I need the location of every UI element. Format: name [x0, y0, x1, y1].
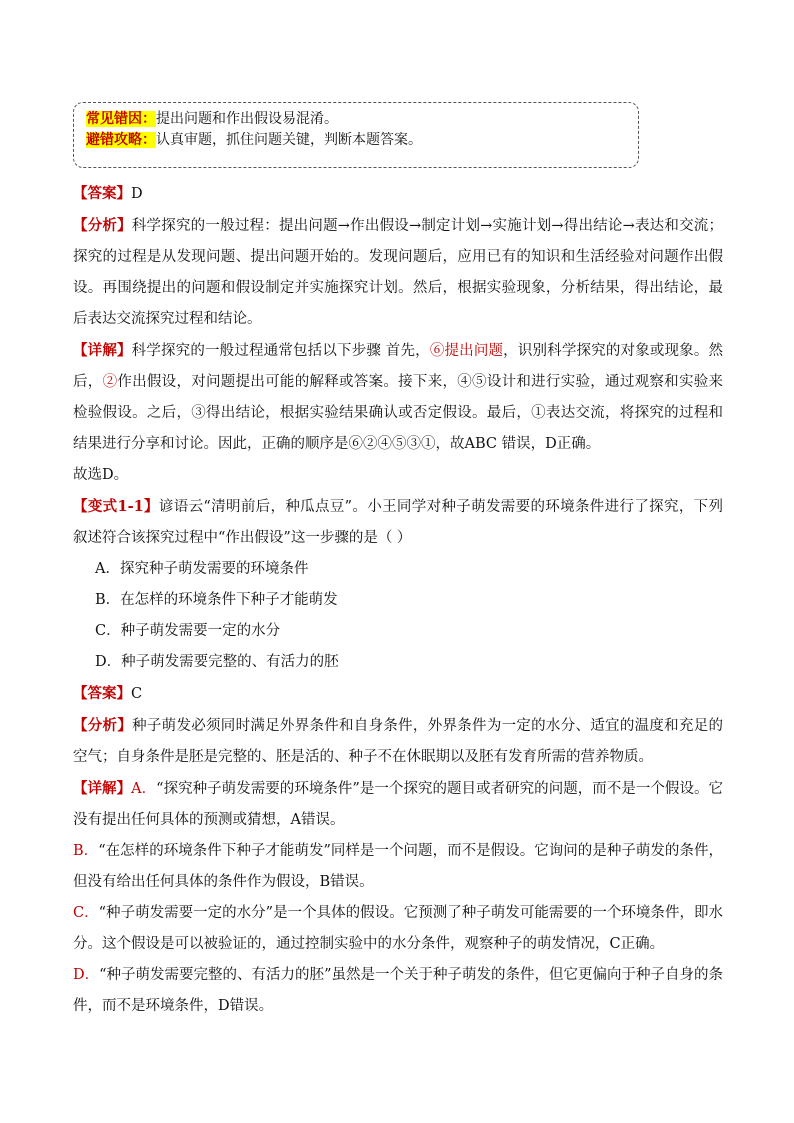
- analysis-text: 科学探究的一般过程：提出问题→作出假设→制定计划→实施计划→得出结论→表达和交流；探究的过程是从发现问题、提出问题开始的。发现问题后，应用已有的知识和生活经验对问题作出假设。再围绕提出的问题和假设制定并实施探究计划。然后，根据实验现象，分析结果，得出结论，最后表达交流探究过程和结论。: [73, 218, 723, 327]
- answer-tag: 【答案】: [73, 185, 131, 202]
- analysis-tag: 【分析】: [73, 217, 132, 234]
- analysis-text: 种子萌发必须同时满足外界条件和自身条件，外界条件为一定的水分、适宜的温度和充足的空气；自身条件是胚是完整的、胚是活的、种子不在休眠期以及胚有发育所需的营养物质。: [73, 718, 724, 765]
- avoid-error-text: 认真审题，抓住问题关键，判断本题答案。: [156, 132, 422, 148]
- q2-detail-d: [73, 960, 723, 1022]
- q1-analysis: [73, 210, 723, 335]
- detail-text-a: 科学探究的一般过程通常包括以下步骤 首先，: [131, 343, 430, 359]
- answer-tag: 【答案】: [73, 685, 131, 702]
- tip-line-2: [86, 130, 626, 151]
- detail-c-label: C．: [73, 905, 99, 921]
- common-error-label: 常见错因：: [86, 111, 156, 127]
- option-c: C．种子萌发需要一定的水分: [95, 623, 281, 639]
- q2-detail-a: [73, 773, 723, 836]
- detail-tag: 【详解】: [73, 780, 132, 797]
- error-tip-box: [73, 102, 639, 168]
- q1-choose: 故选D。: [73, 467, 129, 483]
- detail-b-label: B．: [73, 843, 99, 859]
- detail-b-text: “在怎样的环境条件下种子才能萌发”同样是一个问题，而不是假设。它询问的是种子萌发的条件，但没有给出任何具体的条件作为假设，B错误。: [73, 843, 723, 890]
- detail-text-b: ⑥提出问题: [429, 343, 504, 359]
- solution-content: [73, 178, 723, 1022]
- detail-text-d: ②: [102, 374, 118, 390]
- detail-tag: 【详解】: [73, 342, 132, 359]
- avoid-error-label: 避错攻略：: [86, 132, 156, 148]
- q2-detail-b: [73, 836, 723, 898]
- detail-a-label: A．: [131, 781, 157, 797]
- q1-answer: [73, 178, 723, 210]
- option-d: D．种子萌发需要完整的、有活力的胚: [95, 654, 339, 670]
- variant-tag: 【变式1-1】: [73, 498, 159, 515]
- answer-value: C: [131, 686, 143, 702]
- answer-value: D: [131, 186, 143, 202]
- detail-d-label: D．: [73, 967, 100, 983]
- detail-d-text: “种子萌发需要完整的、有活力的胚”虽然是一个关于种子萌发的条件，但它更偏向于种子自身的条件，而不是环境条件，D错误。: [73, 967, 723, 1014]
- detail-c-text: “种子萌发需要一定的水分”是一个具体的假设。它预测了种子萌发可能需要的一个环境条件，即水分。这个假设是可以被验证的，通过控制实验中的水分条件，观察种子的萌发情况，C正确。: [73, 905, 723, 952]
- q1-detail: [73, 335, 723, 460]
- option-a: A．探究种子萌发需要的环境条件: [95, 561, 309, 577]
- q2-detail-c: [73, 898, 723, 960]
- detail-text-e: 作出假设，对问题提出可能的解释或答案。接下来，④⑤设计和进行实验，通过观察和实验来检验假设。之后，③得出结论，根据实验结果确认或否定假设。最后，①表达交流，将探究的过程和结果进行分享和讨论。因此，正确的顺序是⑥②④⑤③①，故ABC 错误，D正确。: [73, 374, 724, 452]
- variant-stem: 谚语云“清明前后，种瓜点豆”。小王同学对种子萌发需要的环境条件进行了探究，下列叙述符合该探究过程中“作出假设”这一步骤的是（ ）: [73, 499, 723, 546]
- detail-a-text: “探究种子萌发需要的环境条件”是一个探究的题目或者研究的问题，而不是一个假设。它没有提出任何具体的预测或猜想，A错误。: [73, 781, 723, 828]
- detail-text-c: ，识别科学探究的对象或现象。然后，: [73, 343, 724, 390]
- option-b: B．在怎样的环境条件下种子才能萌发: [95, 592, 338, 608]
- analysis-tag: 【分析】: [73, 717, 133, 734]
- common-error-text: 提出问题和作出假设易混淆。: [156, 111, 338, 127]
- tip-line-1: [86, 109, 626, 130]
- q2-answer: [73, 678, 723, 710]
- q2-stem: [73, 491, 723, 554]
- q2-analysis: [73, 710, 723, 773]
